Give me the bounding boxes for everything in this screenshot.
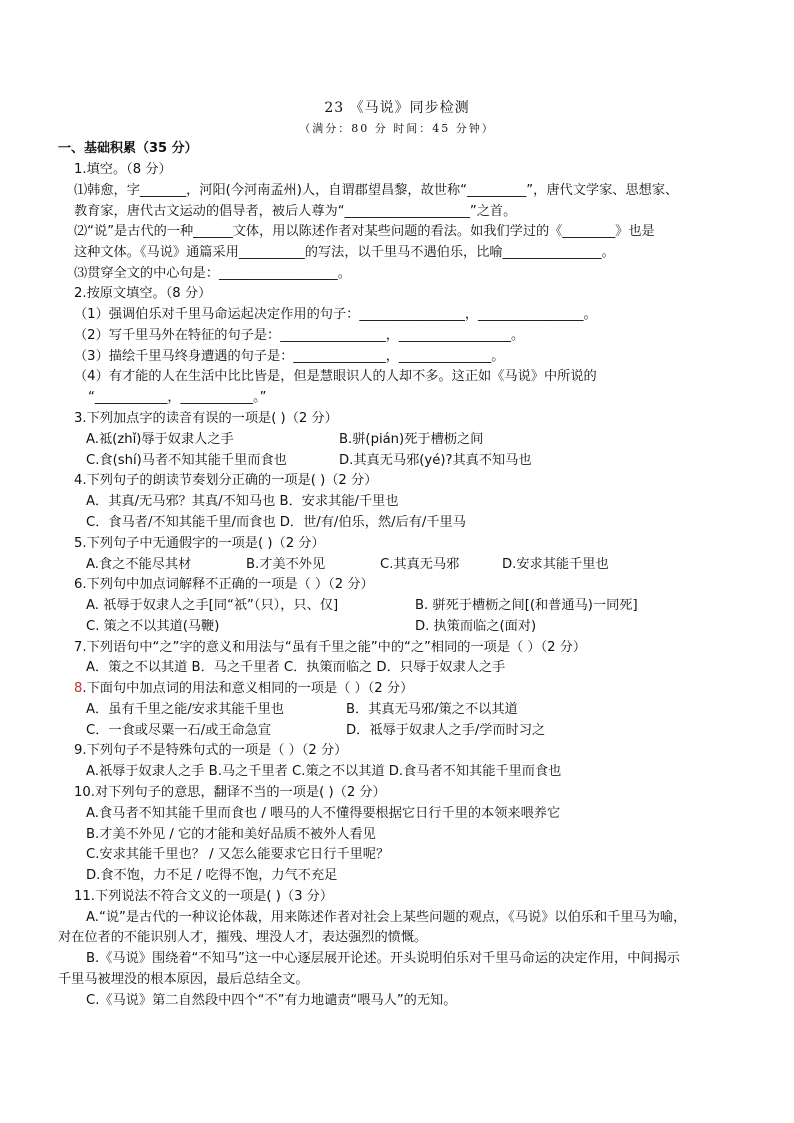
question-10-option-b: B.才美不外见 / 它的才能和美好品质不被外人看见 — [86, 827, 376, 842]
question-8-text: .下面句中加点词的用法和意义相同的一项是（ ）（2 分） — [82, 681, 414, 696]
question-4-options-ab: A．其真/无马邪？其真/不知马也 B．安求其能/千里也 — [86, 494, 399, 509]
question-8-option-d: D．祗辱于奴隶人之手/学而时习之 — [346, 723, 546, 738]
question-1-heading: 1.填空。（8 分） — [74, 162, 172, 177]
question-7-heading: 7.下列语句中“之”字的意义和用法与“虽有千里之能”中的“之”相同的一项是（ ）（2 分） — [74, 640, 587, 655]
question-4-options-cd: C．食马者/不知其能千里/而食也 D．世/有/伯乐，然/后有/千里马 — [86, 515, 466, 530]
question-3-option-b: B.骈(pián)死于槽枥之间 — [339, 432, 484, 447]
question-2-item-4-line-1: （4）有才能的人在生活中比比皆是，但是慧眼识人的人却不多。这正如《马说》中所说的 — [74, 369, 597, 384]
question-9-heading: 9.下列句子不是特殊句式的一项是（ ）（2 分） — [74, 743, 348, 758]
question-8-heading — [74, 679, 413, 699]
question-9-options: A.祇辱于奴隶人之手 B.马之千里者 C.策之不以其道 D.食马者不知其能千里而食也 — [86, 764, 562, 779]
question-1-item-3: ⑶贯穿全文的中心句是：__________________。 — [74, 266, 351, 281]
question-3-option-c: C.食(shí)马者不知其能千里而食也 — [86, 453, 287, 468]
question-3-option-a: A.祗(zhǐ)辱于奴隶人之手 — [86, 432, 234, 447]
section-heading: 一、基础积累（35 分） — [58, 141, 198, 156]
question-11-option-b-line-2: 千里马被埋没的根本原因，最后总结全文。 — [58, 972, 309, 987]
question-1-item-2-line-1: ⑵“说”是古代的一种______文体，用以陈述作者对某些问题的看法。如我们学过的《________》也是 — [74, 224, 655, 239]
question-6-option-c: C. 策之不以其道(马鞭) — [86, 619, 220, 634]
question-2-item-1: （1）强调伯乐对千里马命运起决定作用的句子：________________，________________。 — [74, 307, 597, 322]
question-3-option-d: D.其真无马邪(yé)?其真不知马也 — [339, 453, 532, 468]
document-title: 23 《马说》同步检测 — [324, 100, 470, 116]
question-10-heading: 10.对下列句子的意思，翻译不当的一项是( )（2 分） — [74, 785, 386, 800]
question-8-number: 8 — [74, 681, 83, 696]
question-1-item-1-line-2: 教育家，唐代古文运动的倡导者，被后人尊为“___________________”之首。 — [74, 204, 517, 219]
question-2-item-4-line-2: “___________，___________。” — [88, 390, 267, 405]
document-subtitle: （满分：80 分 时间：45 分钟） — [299, 122, 495, 135]
question-2-item-3: （3）描绘千里马终身遭遇的句子是：______________，______________。 — [74, 349, 505, 364]
question-1-item-1-line-1: ⑴韩愈，字_______，河阳(今河南孟州)人，自谓郡望昌黎，故世称“_________”，唐代文学家、思想家、 — [74, 183, 679, 198]
question-10-option-c: C.安求其能千里也？ / 又怎么能要求它日行千里呢？ — [86, 847, 390, 862]
question-11-option-b-line-1: B.《马说》围绕着“不知马”这一中心逐层展开论述。开头说明伯乐对千里马命运的决定作用，中间揭示 — [86, 951, 680, 966]
question-11-heading: 11.下列说法不符合文义的一项是( )（3 分） — [74, 889, 334, 904]
question-8-option-a: A．虽有千里之能/安求其能千里也 — [86, 702, 285, 717]
question-11-option-a-line-2: 对在位者的不能识别人才，摧残、埋没人才，表达强烈的愤慨。 — [58, 930, 428, 945]
question-5-option-d: D.安求其能千里也 — [502, 557, 609, 572]
question-2-heading: 2.按原文填空。（8 分） — [74, 286, 212, 301]
question-4-heading: 4.下列句子的朗读节奏划分正确的一项是( )（2 分） — [74, 473, 378, 488]
question-5-option-b: B.才美不外见 — [246, 557, 326, 572]
question-5-option-c: C.其真无马邪 — [380, 557, 460, 572]
question-5-heading: 5.下列句子中无通假字的一项是( )（2 分） — [74, 536, 325, 551]
question-10-option-a: A.食马者不知其能千里而食也 / 喂马的人不懂得要根据它日行千里的本领来喂养它 — [86, 806, 561, 821]
question-6-option-a: A. 祇辱于奴隶人之手[同“祇”（只），只、仅] — [86, 598, 339, 613]
question-11-option-a-line-1: A.“说”是古代的一种议论体裁，用来陈述作者对社会上某些问题的观点，《马说》以伯乐和千里马为喻， — [86, 910, 687, 925]
question-1-item-2-line-2: 这种文体。《马说》通篇采用__________的写法，以千里马不遇伯乐，比喻_______________。 — [74, 245, 615, 260]
question-8-option-b: B．其真无马邪/策之不以其道 — [346, 702, 518, 717]
question-10-option-d: D.食不饱，力不足 / 吃得不饱，力气不充足 — [86, 868, 338, 883]
question-3-heading: 3.下列加点字的读音有误的一项是( )（2 分） — [74, 411, 338, 426]
question-6-option-d: D. 执策而临之(面对) — [415, 619, 537, 634]
question-7-options: A．策之不以其道 B．马之千里者 C．执策而临之 D．只辱于奴隶人之手 — [86, 660, 506, 675]
question-5-option-a: A.食之不能尽其材 — [86, 557, 192, 572]
question-6-heading: 6.下列句中加点词解释不正确的一项是（ ）（2 分） — [74, 577, 374, 592]
question-2-item-2: （2）写千里马外在特征的句子是：________________，_________________。 — [74, 328, 525, 343]
question-6-option-b: B. 骈死于槽枥之间[(和普通马)一同死] — [415, 598, 638, 613]
question-8-option-c: C．一食或尽粟一石/或王命急宣 — [86, 723, 272, 738]
question-11-option-c: C.《马说》第二自然段中四个“不”有力地谴责“喂马人”的无知。 — [86, 993, 457, 1008]
